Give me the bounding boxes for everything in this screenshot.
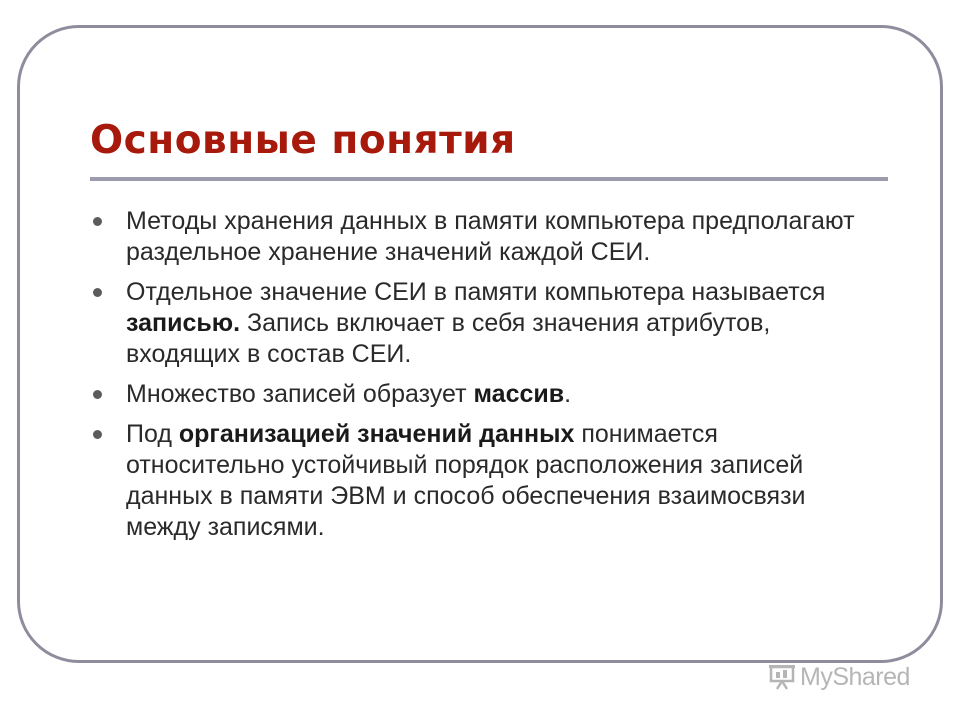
bullet-text-plain: понимается относительно устойчивый порядок расположения записей данных в памяти ЭВМ и способ обеспечения взаимосвязи между записями. xyxy=(126,420,806,541)
bullet-text-bold: массив xyxy=(473,380,565,408)
bullet-text-plain: Отдельное значение СЕИ в памяти компьютера называется xyxy=(126,278,826,306)
bullet-text-plain: . xyxy=(564,380,572,408)
myshared-watermark xyxy=(768,660,910,694)
bullet-dot-icon xyxy=(93,217,102,226)
bullet-item xyxy=(90,379,880,410)
bullet-item xyxy=(90,277,880,370)
bullet-text-plain: Методы хранения данных в памяти компьютера предполагают раздельное хранение значений каждой СЕИ. xyxy=(126,207,855,266)
presentation-board-icon xyxy=(768,664,796,690)
bullet-list xyxy=(90,206,880,552)
title-divider xyxy=(90,177,888,181)
bullet-text-plain: Под xyxy=(126,420,179,448)
bullet-dot-icon xyxy=(93,288,102,297)
watermark-text: MyShared xyxy=(800,662,910,691)
slide-title: Основные понятия xyxy=(90,118,516,163)
bullet-item xyxy=(90,206,880,268)
bullet-text-plain: Запись включает в себя значения атрибутов, входящих в состав СЕИ. xyxy=(126,309,771,368)
bullet-dot-icon xyxy=(93,430,102,439)
bullet-item xyxy=(90,419,880,543)
bullet-dot-icon xyxy=(93,390,102,399)
bullet-text-bold: организацией значений данных xyxy=(178,420,575,448)
bullet-text-plain: Множество записей образует xyxy=(126,380,474,408)
bullet-text-bold: записью. xyxy=(126,309,241,337)
